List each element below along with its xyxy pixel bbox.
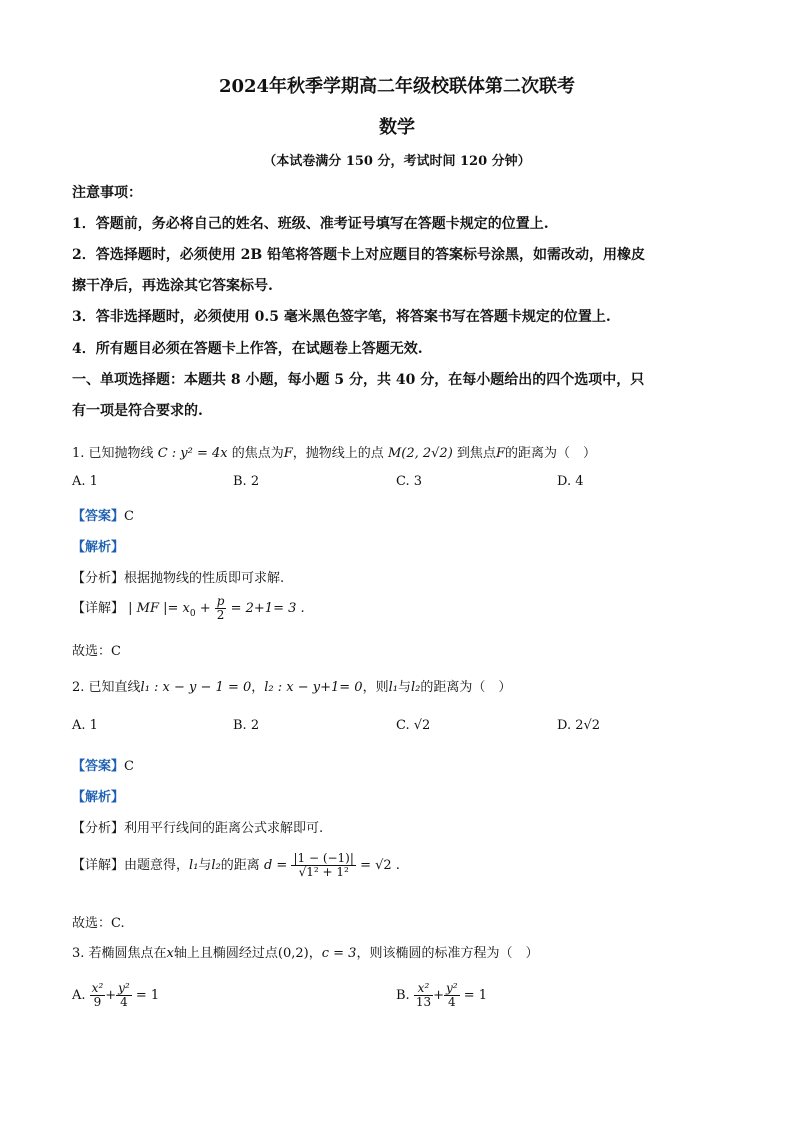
q2-option-c-label: C.	[396, 718, 410, 733]
q2-sep: ，	[251, 680, 265, 695]
q1-analysis	[72, 536, 124, 555]
q1-detail-post: = 2+1= 3 .	[230, 601, 305, 617]
q3-option-b-plus: +	[433, 988, 445, 1004]
q2-option-d-value: 2√2	[575, 718, 601, 733]
q3-option-a-d2: 4	[120, 995, 128, 1010]
q3-option-a-n2: y²	[118, 981, 130, 995]
q2-fenxi-label: 【分析】	[72, 821, 125, 836]
q1-option-c: C. 3	[396, 474, 423, 489]
q2-option-c	[396, 718, 430, 733]
q3-option-a	[72, 982, 159, 1009]
q2-answer-label: 【答案】	[72, 759, 125, 774]
q2-option-a: A. 1	[72, 718, 98, 733]
q2-analysis-label: 【解析】	[72, 790, 125, 805]
q2-detail-l1: l₁	[189, 858, 199, 874]
q1-detail: 【详解】 | MF |= $x_0$ + $\frac{p}{2}$ = 2+1= 3 .	[72, 594, 305, 623]
q1-point: M(2, 2√2)	[387, 446, 453, 461]
q3-mid: 轴上且椭圆经过点(0,2)，	[173, 946, 322, 961]
q1-fenxi	[72, 567, 284, 586]
q1-mid: 的焦点为	[231, 446, 284, 461]
q3-option-b-n2: y²	[446, 981, 458, 995]
q2-detail-and: 与	[198, 858, 212, 874]
q1-detail-pre: | MF |= x	[128, 601, 190, 617]
q3-post: ，则该椭圆的标准方程为（ ）	[356, 946, 539, 961]
q1-option-d: D. 4	[557, 474, 584, 489]
exam-title: 2024年秋季学期高二年级校联体第二次联考	[218, 76, 576, 97]
q3-c: c = 3	[321, 946, 357, 961]
notice-item-4: 4．所有题目必须在答题卡上作答，在试题卷上答题无效.	[72, 341, 423, 357]
q1-stem	[72, 442, 596, 461]
q2-choose: 故选：C.	[72, 916, 125, 931]
q2-l1: l₁ : x − y − 1 = 0	[140, 680, 252, 695]
q3-option-a-label: A.	[72, 988, 86, 1004]
q3-option-b	[396, 982, 487, 1009]
q2-detail-fraction	[291, 852, 355, 879]
q2-analysis	[72, 786, 124, 805]
q1-answer-value: C	[124, 509, 134, 524]
q3-x: x	[166, 946, 174, 961]
q2-detail-den: √1² + 1²	[298, 865, 349, 880]
q3-pre: 3. 若椭圆焦点在	[72, 946, 167, 961]
notice-item-1: 1．答题前，务必将自己的姓名、班级、准考证号填写在答题卡规定的位置上.	[72, 216, 549, 232]
q2-pre: 2. 已知直线	[72, 680, 141, 695]
q3-option-a-frac2	[116, 982, 132, 1009]
notice-item-2-cont: 擦干净后，再选涂其它答案标号.	[72, 278, 273, 294]
q1-detail-label: 【详解】	[72, 601, 125, 617]
q3-option-b-d1: 13	[415, 995, 432, 1010]
q2-detail-label: 【详解】	[72, 858, 125, 874]
q1-choose: 故选：C	[72, 644, 121, 659]
q3-option-a-eq: = 1	[135, 988, 160, 1004]
q1-fenxi-text: 根据抛物线的性质即可求解.	[124, 571, 285, 586]
exam-subject: 数学	[379, 117, 415, 138]
notice-heading: 注意事项：	[72, 185, 142, 201]
q2-detail-num: |1 − (−1)|	[293, 851, 354, 865]
q1-detail-den: 2	[216, 608, 225, 623]
q1-focus-2: F	[495, 446, 505, 461]
q3-option-a-d1: 9	[93, 995, 102, 1010]
q3-stem	[72, 942, 538, 961]
q3-option-b-eq: = 1	[463, 988, 488, 1004]
q3-option-b-frac2	[444, 982, 460, 1009]
q2-post-l2: l₂	[410, 680, 421, 695]
q1-answer	[72, 505, 134, 524]
q2-option-d	[557, 718, 600, 733]
q1-fenxi-label: 【分析】	[72, 571, 125, 586]
q3-option-b-label: B.	[396, 988, 410, 1004]
q2-post-l1: l₁	[388, 680, 398, 695]
q2-detail	[72, 852, 400, 879]
q3-option-a-plus: +	[105, 988, 117, 1004]
q2-post2: 的距离为（ ）	[420, 680, 512, 695]
q2-detail-post: = √2 .	[360, 858, 400, 874]
q3-option-a-n1: x²	[91, 981, 104, 995]
q1-detail-fraction	[215, 595, 227, 622]
section-heading-2: 有一项是符合要求的.	[72, 403, 203, 419]
section-heading-1: 一、单项选择题：本题共 8 小题，每小题 5 分，共 40 分，在每小题给出的四个选项中，只	[72, 372, 645, 388]
q2-option-b: B. 2	[233, 718, 260, 733]
q3-option-a-frac1	[90, 982, 106, 1009]
q2-detail-l2: l₂	[211, 858, 221, 874]
q2-fenxi-text: 利用平行线间的距离公式求解即可.	[124, 821, 324, 836]
q2-option-d-label: D.	[557, 718, 572, 733]
q2-detail-d: d =	[263, 858, 288, 874]
q1-focus: F	[283, 446, 293, 461]
q1-answer-label: 【答案】	[72, 509, 125, 524]
q2-fenxi	[72, 817, 323, 836]
q2-post: ，则	[362, 680, 389, 695]
q1-analysis-label: 【解析】	[72, 540, 125, 555]
q1-curve: C : y² = 4x	[157, 446, 228, 461]
q2-l2: l₂ : x − y+1= 0	[264, 680, 363, 695]
q2-stem	[72, 676, 511, 695]
q2-answer-value: C	[124, 759, 134, 774]
q3-option-b-frac1	[414, 982, 433, 1009]
q2-option-c-value: √2	[413, 718, 431, 733]
q1-post2: 的距离为（ ）	[504, 446, 596, 461]
notice-item-3: 3．答非选择题时，必须使用 0.5 毫米黑色签字笔，将答案书写在答题卡规定的位置上.	[72, 309, 611, 325]
q1-detail-num: p	[216, 594, 225, 608]
q1-pre: 1. 已知抛物线	[72, 446, 154, 461]
q1-post: 到焦点	[456, 446, 496, 461]
exam-note: （本试卷满分 150 分，考试时间 120 分钟）	[263, 154, 531, 169]
q1-option-b: B. 2	[233, 474, 260, 489]
q2-post-and: 与	[397, 680, 411, 695]
q3-option-b-d2: 4	[447, 995, 456, 1010]
q2-detail-pre: 由题意得，	[124, 858, 190, 874]
q1-mid2: ，抛物线上的点	[292, 446, 384, 461]
q2-answer	[72, 755, 134, 774]
q2-detail-mid: 的距离	[220, 858, 260, 874]
q1-option-a: A. 1	[72, 474, 98, 489]
notice-item-2: 2．答选择题时，必须使用 2B 铅笔将答题卡上对应题目的答案标号涂黑，如需改动，用橡皮	[72, 247, 646, 263]
q3-option-b-n1: x²	[414, 982, 433, 996]
